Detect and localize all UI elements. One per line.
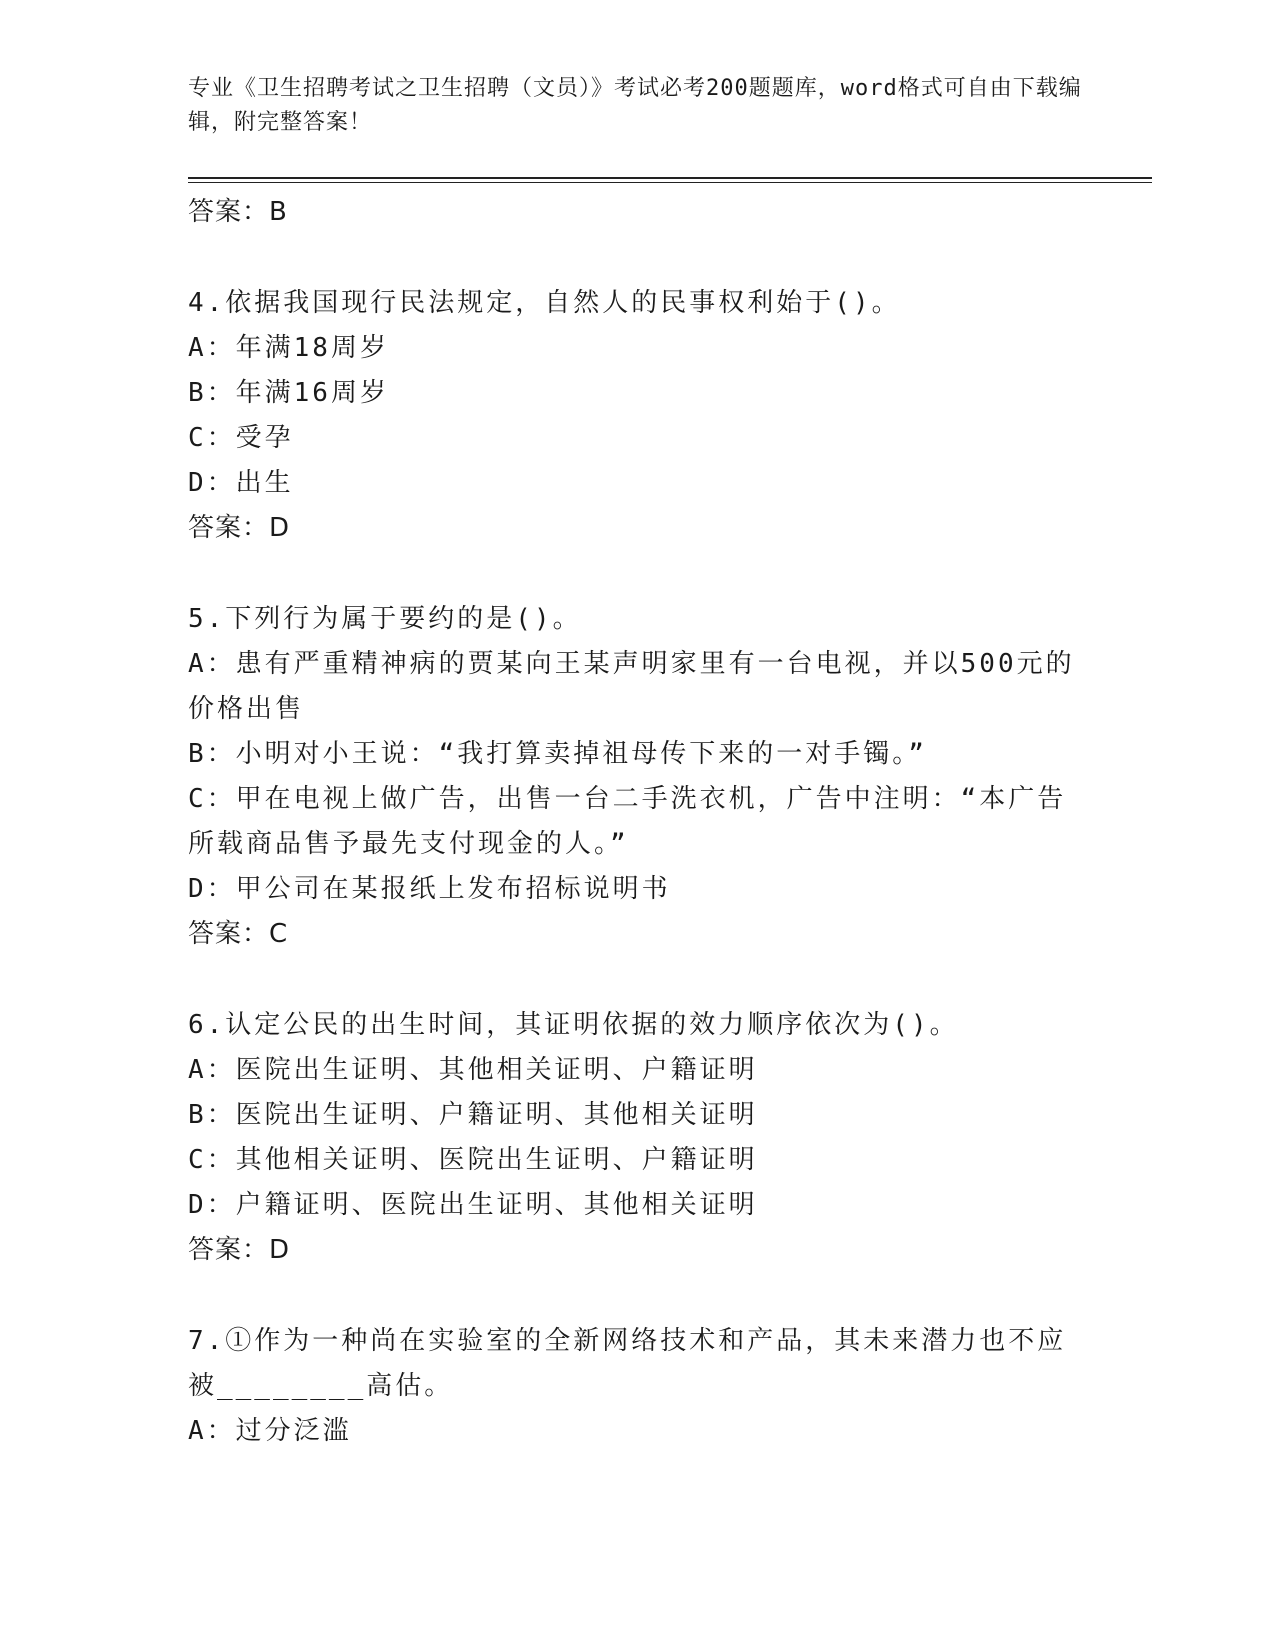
option-b: B：小明对小王说：“我打算卖掉祖母传下来的一对手镯。” (188, 739, 927, 769)
option-a: A：过分泛滥 (188, 1416, 352, 1446)
question-text: 4.依据我国现行民法规定，自然人的民事权利始于()。 (188, 288, 901, 318)
question-block (188, 1003, 1088, 1273)
question-text: 7.①作为一种尚在实验室的全新网络技术和产品，其未来潜力也不应被________高估。 (188, 1326, 1067, 1401)
option-b: B：年满16周岁 (188, 378, 389, 408)
option-a: A：患有严重精神病的贾某向王某声明家里有一台电视，并以500元的价格出售 (188, 649, 1075, 724)
answer-line: 答案：D (188, 513, 291, 543)
question-block (188, 1319, 1088, 1454)
option-d: D：出生 (188, 468, 294, 498)
question-text: 6.认定公民的出生时间，其证明依据的效力顺序依次为()。 (188, 1010, 959, 1040)
page-header: 专业《卫生招聘考试之卫生招聘（文员）》考试必考200题题库，word格式可自由下载编辑，附完整答案！ (188, 76, 1082, 135)
header-divider-thick (188, 177, 1152, 179)
option-a: A：年满18周岁 (188, 333, 389, 363)
question-block (188, 597, 1088, 957)
question-text: 5.下列行为属于要约的是()。 (188, 604, 582, 634)
option-d: D：户籍证明、医院出生证明、其他相关证明 (188, 1190, 758, 1220)
option-c: C：甲在电视上做广告，出售一台二手洗衣机，广告中注明：“本广告所载商品售予最先支付现金的人。” (188, 784, 1067, 859)
option-c: C：受孕 (188, 423, 294, 453)
question-block (188, 281, 1088, 551)
question-list (188, 190, 1088, 1454)
option-c: C：其他相关证明、医院出生证明、户籍证明 (188, 1145, 758, 1175)
answer-line: 答案：C (188, 919, 289, 949)
option-a: A：医院出生证明、其他相关证明、户籍证明 (188, 1055, 758, 1085)
option-b: B：医院出生证明、户籍证明、其他相关证明 (188, 1100, 758, 1130)
answer-line: 答案：B (188, 197, 288, 227)
header-divider-thin (188, 182, 1152, 183)
option-d: D：甲公司在某报纸上发布招标说明书 (188, 874, 671, 904)
answer-line: 答案：D (188, 1235, 291, 1265)
